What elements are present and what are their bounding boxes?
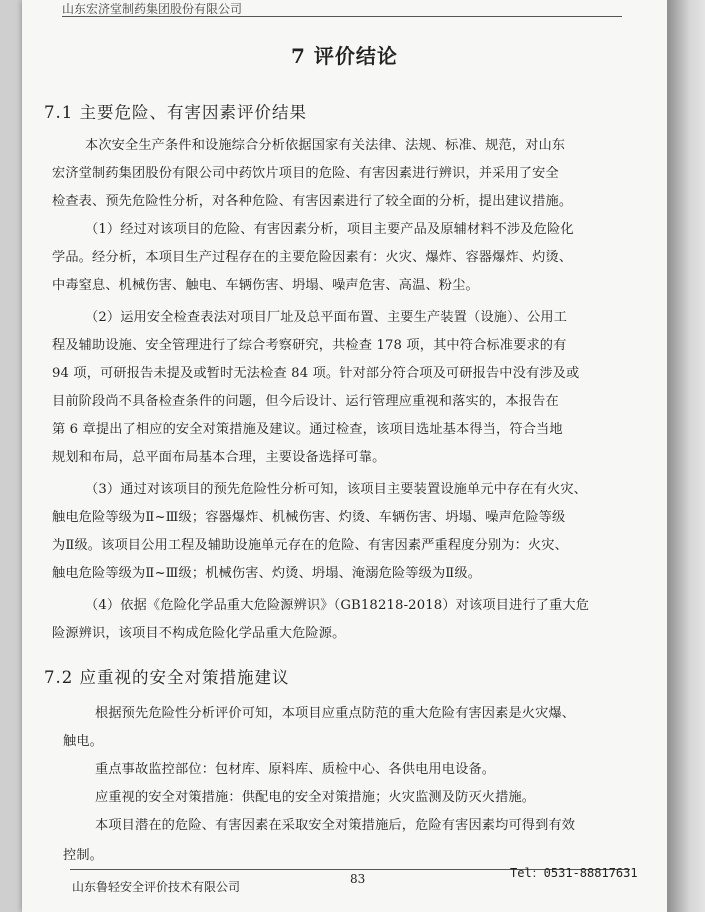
section-heading-7-1: 7.1 主要危险、有害因素评价结果 bbox=[44, 103, 307, 122]
page-number: 83 bbox=[350, 872, 366, 886]
footer-company: 山东鲁轻安全评价技术有限公司 bbox=[72, 880, 241, 894]
header-rule bbox=[62, 16, 622, 17]
paragraph-line: （3）通过对该项目的预先危险性分析可知，该项目主要装置设施单元中存在有火灾、 bbox=[85, 482, 588, 497]
paragraph-line: 中毒窒息、机械伤害、触电、车辆伤害、坍塌、噪声危害、高温、粉尘。 bbox=[52, 278, 479, 293]
paragraph-line: 应重视的安全对策措施：供配电的安全对策措施；火灾监测及防灭火措施。 bbox=[95, 790, 536, 805]
paragraph-line: 险源辨识，该项目不构成危险化学品重大危险源。 bbox=[52, 626, 346, 641]
paragraph-line: （1）经过对该项目的危险、有害因素分析，项目主要产品及原辅材料不涉及危险化 bbox=[85, 222, 574, 237]
paragraph-line: 为Ⅱ级。该项目公用工程及辅助设施单元存在的危险、有害因素严重程度分别为：火灾、 bbox=[52, 538, 568, 553]
paragraph-line: 本项目潜在的危险、有害因素在采取安全对策措施后，危险有害因素均可得到有效 bbox=[95, 818, 576, 833]
paragraph-line: 控制。 bbox=[63, 848, 104, 863]
paragraph-line: 本次安全生产条件和设施综合分析依据国家有关法律、法规、标准、规范，对山东 bbox=[85, 138, 566, 153]
footer-telephone: Tel：0531-88817631 bbox=[510, 866, 638, 880]
paragraph-line: 根据预先危险性分析评价可知，本项目应重点防范的重大危险有害因素是火灾爆、 bbox=[95, 706, 576, 721]
document-page bbox=[22, 0, 667, 912]
paragraph-line: 触电危险等级为Ⅱ~Ⅲ级；容器爆炸、机械伤害、灼烫、车辆伤害、坍塌、噪声危险等级 bbox=[52, 510, 566, 525]
paragraph-line: 学品。经分析，本项目生产过程存在的主要危险因素有：火灾、爆炸、容器爆炸、灼烫、 bbox=[52, 250, 573, 265]
paragraph-line: 检查表、预先危险性分析，对各种危险、有害因素进行了较全面的分析，提出建议措施。 bbox=[52, 194, 573, 209]
chapter-title: 7 评价结论 bbox=[291, 44, 398, 68]
paragraph-line: 94 项，可研报告未提及或暂时无法检查 84 项。针对部分符合项及可研报告中没有涉及或 bbox=[52, 366, 580, 381]
paragraph-line: 程及辅助设施、安全管理进行了综合考察研究，共检查 178 项，其中符合标准要求的有 bbox=[52, 338, 567, 353]
paragraph-line: 触电。 bbox=[63, 734, 104, 749]
paragraph-line: 宏济堂制药集团股份有限公司中药饮片项目的危险、有害因素进行辨识，并采用了安全 bbox=[52, 166, 559, 181]
running-header: 山东宏济堂制药集团股份有限公司 bbox=[62, 2, 243, 16]
paragraph-line: 触电危险等级为Ⅱ~Ⅲ级；机械伤害、灼烫、坍塌、淹溺危险等级为Ⅱ级。 bbox=[52, 566, 482, 581]
paragraph-line: （4）依据《危险化学品重大危险源辨识》（GB18218-2018）对该项目进行了重大危 bbox=[85, 598, 590, 613]
paragraph-line: （2）运用安全检查表法对项目厂址及总平面布置、主要生产装置（设施）、公用工 bbox=[85, 310, 568, 325]
paragraph-line: 规划和布局，总平面布局基本合理，主要设备选择可靠。 bbox=[52, 450, 386, 465]
paragraph-line: 第 6 章提出了相应的安全对策措施及建议。通过检查，该项目选址基本得当，符合当地 bbox=[52, 422, 563, 437]
section-heading-7-2: 7.2 应重视的安全对策措施建议 bbox=[44, 668, 290, 687]
scan-edge-shadow bbox=[667, 0, 705, 912]
paragraph-line: 重点事故监控部位：包材库、原料库、质检中心、各供电用电设备。 bbox=[95, 762, 496, 777]
paragraph-line: 目前阶段尚不具备检查条件的问题，但今后设计、运行管理应重视和落实的，本报告在 bbox=[52, 394, 559, 409]
